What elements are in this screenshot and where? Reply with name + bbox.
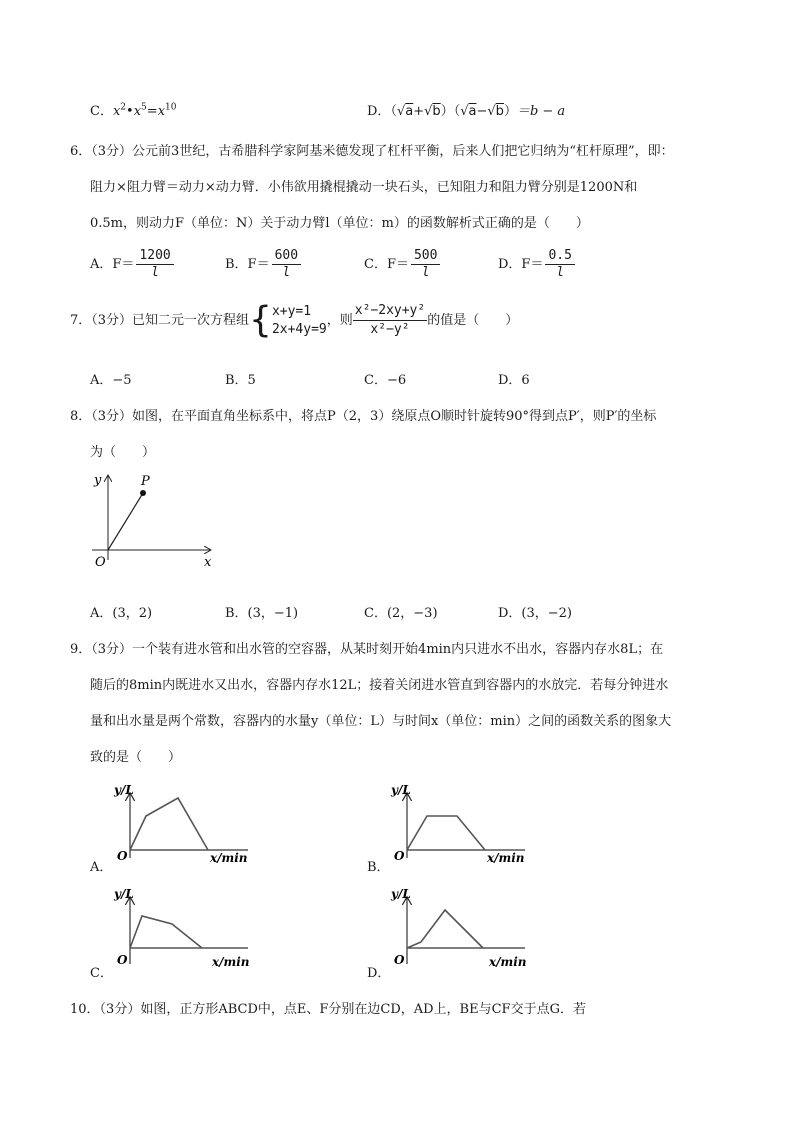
q9-graph-a-label: A． [90,860,113,875]
q7-prefix: 7．（3分）已知二元一次方程组 [70,313,250,328]
y-axis-label: y [94,473,102,488]
q6-option-c-label: C．F＝ [364,257,409,272]
q9-line1: 9．（3分）一个装有进水管和出水管的空容器，从某时刻开始4min内只进水不出水，容器内存水8L；在 [70,642,664,657]
graph-c-line [130,916,202,948]
fraction-numerator: 600 [272,248,301,265]
y-axis-label: y/L [391,783,411,797]
q5-c-exp1: 2 [120,102,127,113]
y-axis-label: y/L [114,783,134,797]
q8-option-d: D．(3，−2) [498,606,573,621]
graph-d-line [407,910,483,948]
fraction-denominator: l [421,265,430,280]
fraction-denominator: l [282,265,291,280]
q6-option-c-fraction [411,248,440,281]
q6-option-d-label: D．F＝ [498,257,544,272]
x-axis-label: x/min [487,851,525,864]
x-axis-label: x/min [210,851,248,864]
fraction-numerator: 0.5 [545,248,574,265]
q8-option-c: C．(2，−3) [364,606,438,621]
graph-a-line [130,798,208,850]
q7-stem [70,299,519,341]
q5-c-dot: • [126,104,134,119]
q5-c-exp3: 10 [165,102,177,113]
q5-c-base2: x [133,104,142,119]
fraction-numerator: x²−2xy+y² [353,302,427,321]
q8-option-a: A．(3，2) [90,606,153,621]
q5-option-d [367,100,565,119]
q6-option-d-fraction [545,248,574,281]
q9-graph-c-label: C． [90,966,113,981]
q9-line3: 量和出水量是两个常数，容器内的水量y（单位：L）与时间x（单位：min）之间的函数关系的图象大 [90,714,672,729]
q6-line1: 6．（3分）公元前3世纪，古希腊科学家阿基米德发现了杠杆平衡，后来人们把它归纳为“杠杆原理”，即： [70,144,674,159]
q7-option-c: C．−6 [364,373,407,388]
x-axis-label: x [204,555,212,570]
origin-label: O [95,555,106,570]
point-p [140,490,146,496]
q9-line4: 致的是（ ） [90,750,182,765]
q7-option-a: A．−5 [90,373,132,388]
fraction-denominator: x²−y² [370,322,410,337]
fraction-denominator: l [151,265,159,280]
y-axis-label: y/L [391,887,411,901]
equation-2: 2x+4y=9 [271,321,327,337]
q7-option-d: D．6 [498,373,530,388]
q6-line2: 阻力×阻力臂＝动力×动力臂．小伟欲用撬棍撬动一块石头，已知阻力和阻力臂分别是1200N和 [90,180,638,195]
origin-label: O [117,953,128,967]
q7-suffix: 的值是（ ） [427,313,519,328]
q5-d-plus: + [413,104,425,119]
q9-graph-b [385,780,535,864]
q5-d-sqrt-b: b [432,104,441,119]
q5-option-c-label: C． [90,104,113,119]
q8-option-b: B．(3，−1) [225,606,299,621]
q5-c-eq: = [146,104,158,119]
q5-c-base1: x [112,104,121,119]
x-axis-label: x/min [489,955,527,969]
q5-option-c [90,100,176,119]
origin-label: O [117,849,128,863]
sqrt-icon: √ [396,104,406,119]
q9-graph-c [108,884,258,970]
graph-b-line [407,816,485,850]
q5-d-rhs: ＝b − a [516,104,566,119]
q10-line1: 10．（3分）如图，正方形ABCD中，点E、F分别在边CD，AD上，BE与CF交于点G．若 [70,1002,586,1017]
segment-op [108,493,143,550]
q6-option-b-fraction [272,248,301,281]
q5-d-mid: ）（ [440,104,461,119]
equation-system [272,303,327,339]
q5-c-base3: x [157,104,166,119]
q8-coordinate-figure [88,470,218,570]
q6-option-a [90,248,174,281]
q6-option-d [498,248,575,281]
q5-d-sqrt-a: a [405,104,414,119]
origin-label: O [394,849,405,863]
q5-d-close: ） [503,104,517,119]
q7-fraction [353,302,427,339]
q5-d-minus: − [476,104,488,119]
sqrt-icon: √ [460,104,469,119]
fraction-denominator: l [556,265,565,280]
q7-option-b: B．5 [225,373,256,388]
q8-line2: 为（ ） [90,445,156,460]
brace-icon: { [249,299,272,341]
sqrt-icon: √ [424,104,433,119]
q6-option-b [225,248,301,281]
y-axis-label: y/L [114,887,134,901]
q6-option-a-fraction [136,248,173,281]
fraction-numerator: 500 [411,248,440,265]
q6-option-c [364,248,440,281]
q6-line3: 0.5m，则动力F（单位：N）关于动力臂l（单位：m）的函数解析式正确的是（ ） [90,216,589,231]
q8-line1: 8．（3分）如图，在平面直角坐标系中，将点P（2，3）绕原点O顺时针旋转90°得到点P′，则P′的坐标 [70,409,657,424]
origin-label: O [394,953,405,967]
q5-d-sqrt-a2: a [468,104,477,119]
q6-option-b-label: B．F＝ [225,257,270,272]
sqrt-icon: √ [487,104,496,119]
q9-line2: 随后的8min内既进水又出水，容器内存水12L；接着关闭进水管直到容器内的水放完．若每分钟进水 [90,678,669,693]
point-p-label: P [141,474,150,489]
q9-graph-d [385,884,535,970]
q5-c-exp2: 5 [141,102,147,113]
q9-graph-a [108,780,258,864]
q7-mid: ，则 [326,313,353,328]
q6-option-a-label: A．F＝ [90,257,135,272]
q5-option-d-label: D． [367,104,391,119]
q5-d-open: （ [390,104,397,119]
q5-d-sqrt-b2: b [495,104,504,119]
q9-graph-b-label: B． [367,860,390,875]
q9-graph-d-label: D． [367,966,391,981]
fraction-numerator: 1200 [136,248,173,265]
x-axis-label: x/min [212,955,250,969]
equation-1: x+y=1 [271,303,312,319]
